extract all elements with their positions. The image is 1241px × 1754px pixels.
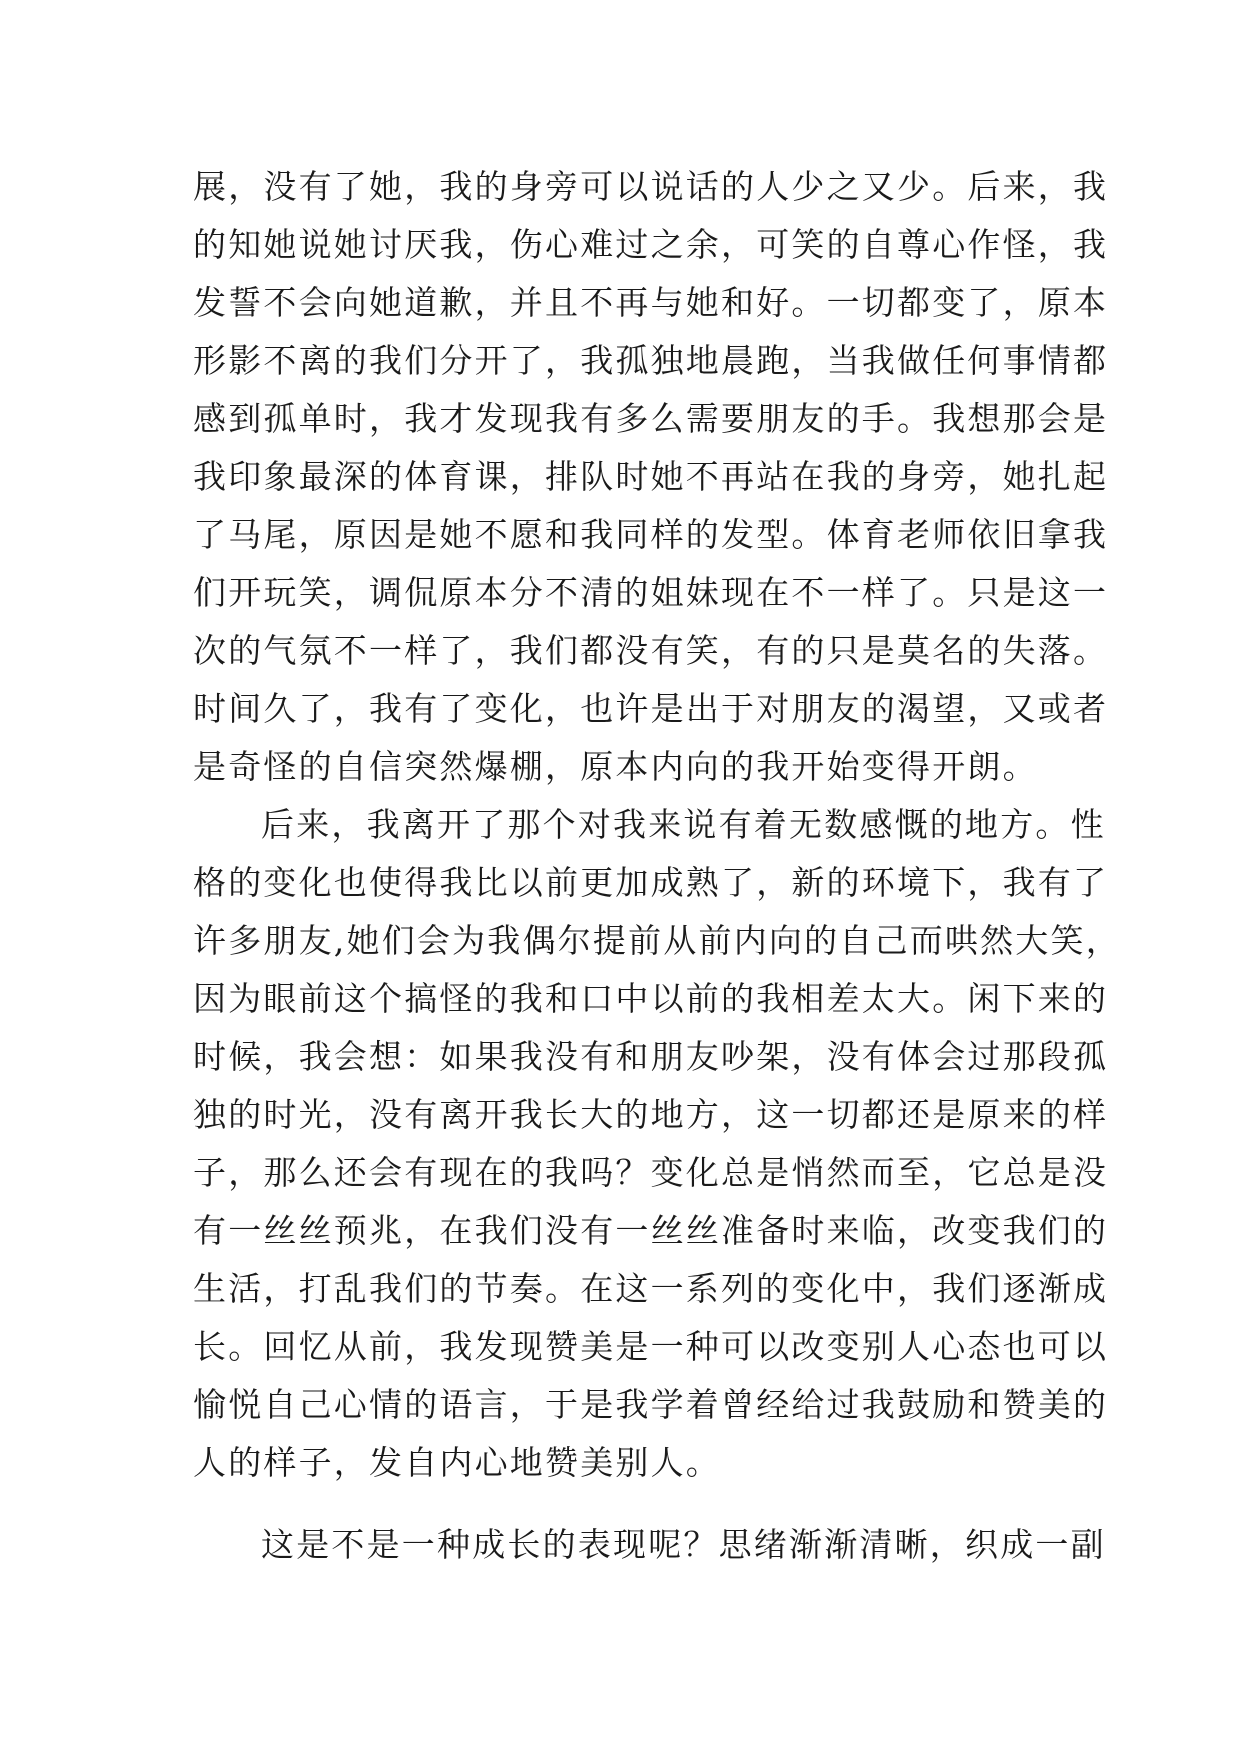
text-line: 后来，我离开了那个对我来说有着无数感慨的地方。性 xyxy=(261,805,1106,844)
text-line: 次的气氛不一样了，我们都没有笑，有的只是莫名的失落。 xyxy=(193,631,1109,670)
paragraph xyxy=(193,158,1109,796)
text-line: 格的变化也使得我比以前更加成熟了，新的环境下，我有了 xyxy=(193,863,1109,902)
text-line: 们开玩笑，调侃原本分不清的姐妹现在不一样了。只是这一 xyxy=(193,573,1109,612)
text-line: 感到孤单时，我才发现我有多么需要朋友的手。我想那会是 xyxy=(193,399,1109,438)
text-line: 展，没有了她，我的身旁可以说话的人少之又少。后来，我 xyxy=(193,167,1109,206)
text-line: 发誓不会向她道歉，并且不再与她和好。一切都变了，原本 xyxy=(193,283,1109,322)
text-line: 是奇怪的自信突然爆棚，原本内向的我开始变得开朗。 xyxy=(193,747,1038,786)
text-line: 我印象最深的体育课，排队时她不再站在我的身旁，她扎起 xyxy=(193,457,1109,496)
text-line: 时候，我会想：如果我没有和朋友吵架，没有体会过那段孤 xyxy=(193,1037,1109,1076)
text-line: 时间久了，我有了变化，也许是出于对朋友的渴望，又或者 xyxy=(193,689,1109,728)
essay-body xyxy=(193,158,1121,1574)
text-line: 了马尾，原因是她不愿和我同样的发型。体育老师依旧拿我 xyxy=(193,515,1109,554)
text-line: 长。回忆从前，我发现赞美是一种可以改变别人心态也可以 xyxy=(193,1327,1109,1366)
text-line: 因为眼前这个搞怪的我和口中以前的我相差太大。闲下来的 xyxy=(193,979,1109,1018)
text-line: 子，那么还会有现在的我吗？变化总是悄然而至，它总是没 xyxy=(193,1153,1109,1192)
text-line: 人的样子，发自内心地赞美别人。 xyxy=(193,1443,721,1482)
text-line: 形影不离的我们分开了，我孤独地晨跑，当我做任何事情都 xyxy=(193,341,1109,380)
text-line: 许多朋友,她们会为我偶尔提前从前内向的自己而哄然大笑， xyxy=(193,921,1121,960)
paragraph xyxy=(193,1516,1106,1574)
text-line: 有一丝丝预兆，在我们没有一丝丝准备时来临，改变我们的 xyxy=(193,1211,1109,1250)
text-line: 生活，打乱我们的节奏。在这一系列的变化中，我们逐渐成 xyxy=(193,1269,1109,1308)
text-line: 这是不是一种成长的表现呢？思绪渐渐清晰，织成一副 xyxy=(261,1525,1106,1564)
text-line: 愉悦自己心情的语言，于是我学着曾经给过我鼓励和赞美的 xyxy=(193,1385,1109,1424)
text-line: 的知她说她讨厌我，伤心难过之余，可笑的自尊心作怪，我 xyxy=(193,225,1109,264)
text-line: 独的时光，没有离开我长大的地方，这一切都还是原来的样 xyxy=(193,1095,1109,1134)
paragraph xyxy=(193,796,1121,1492)
